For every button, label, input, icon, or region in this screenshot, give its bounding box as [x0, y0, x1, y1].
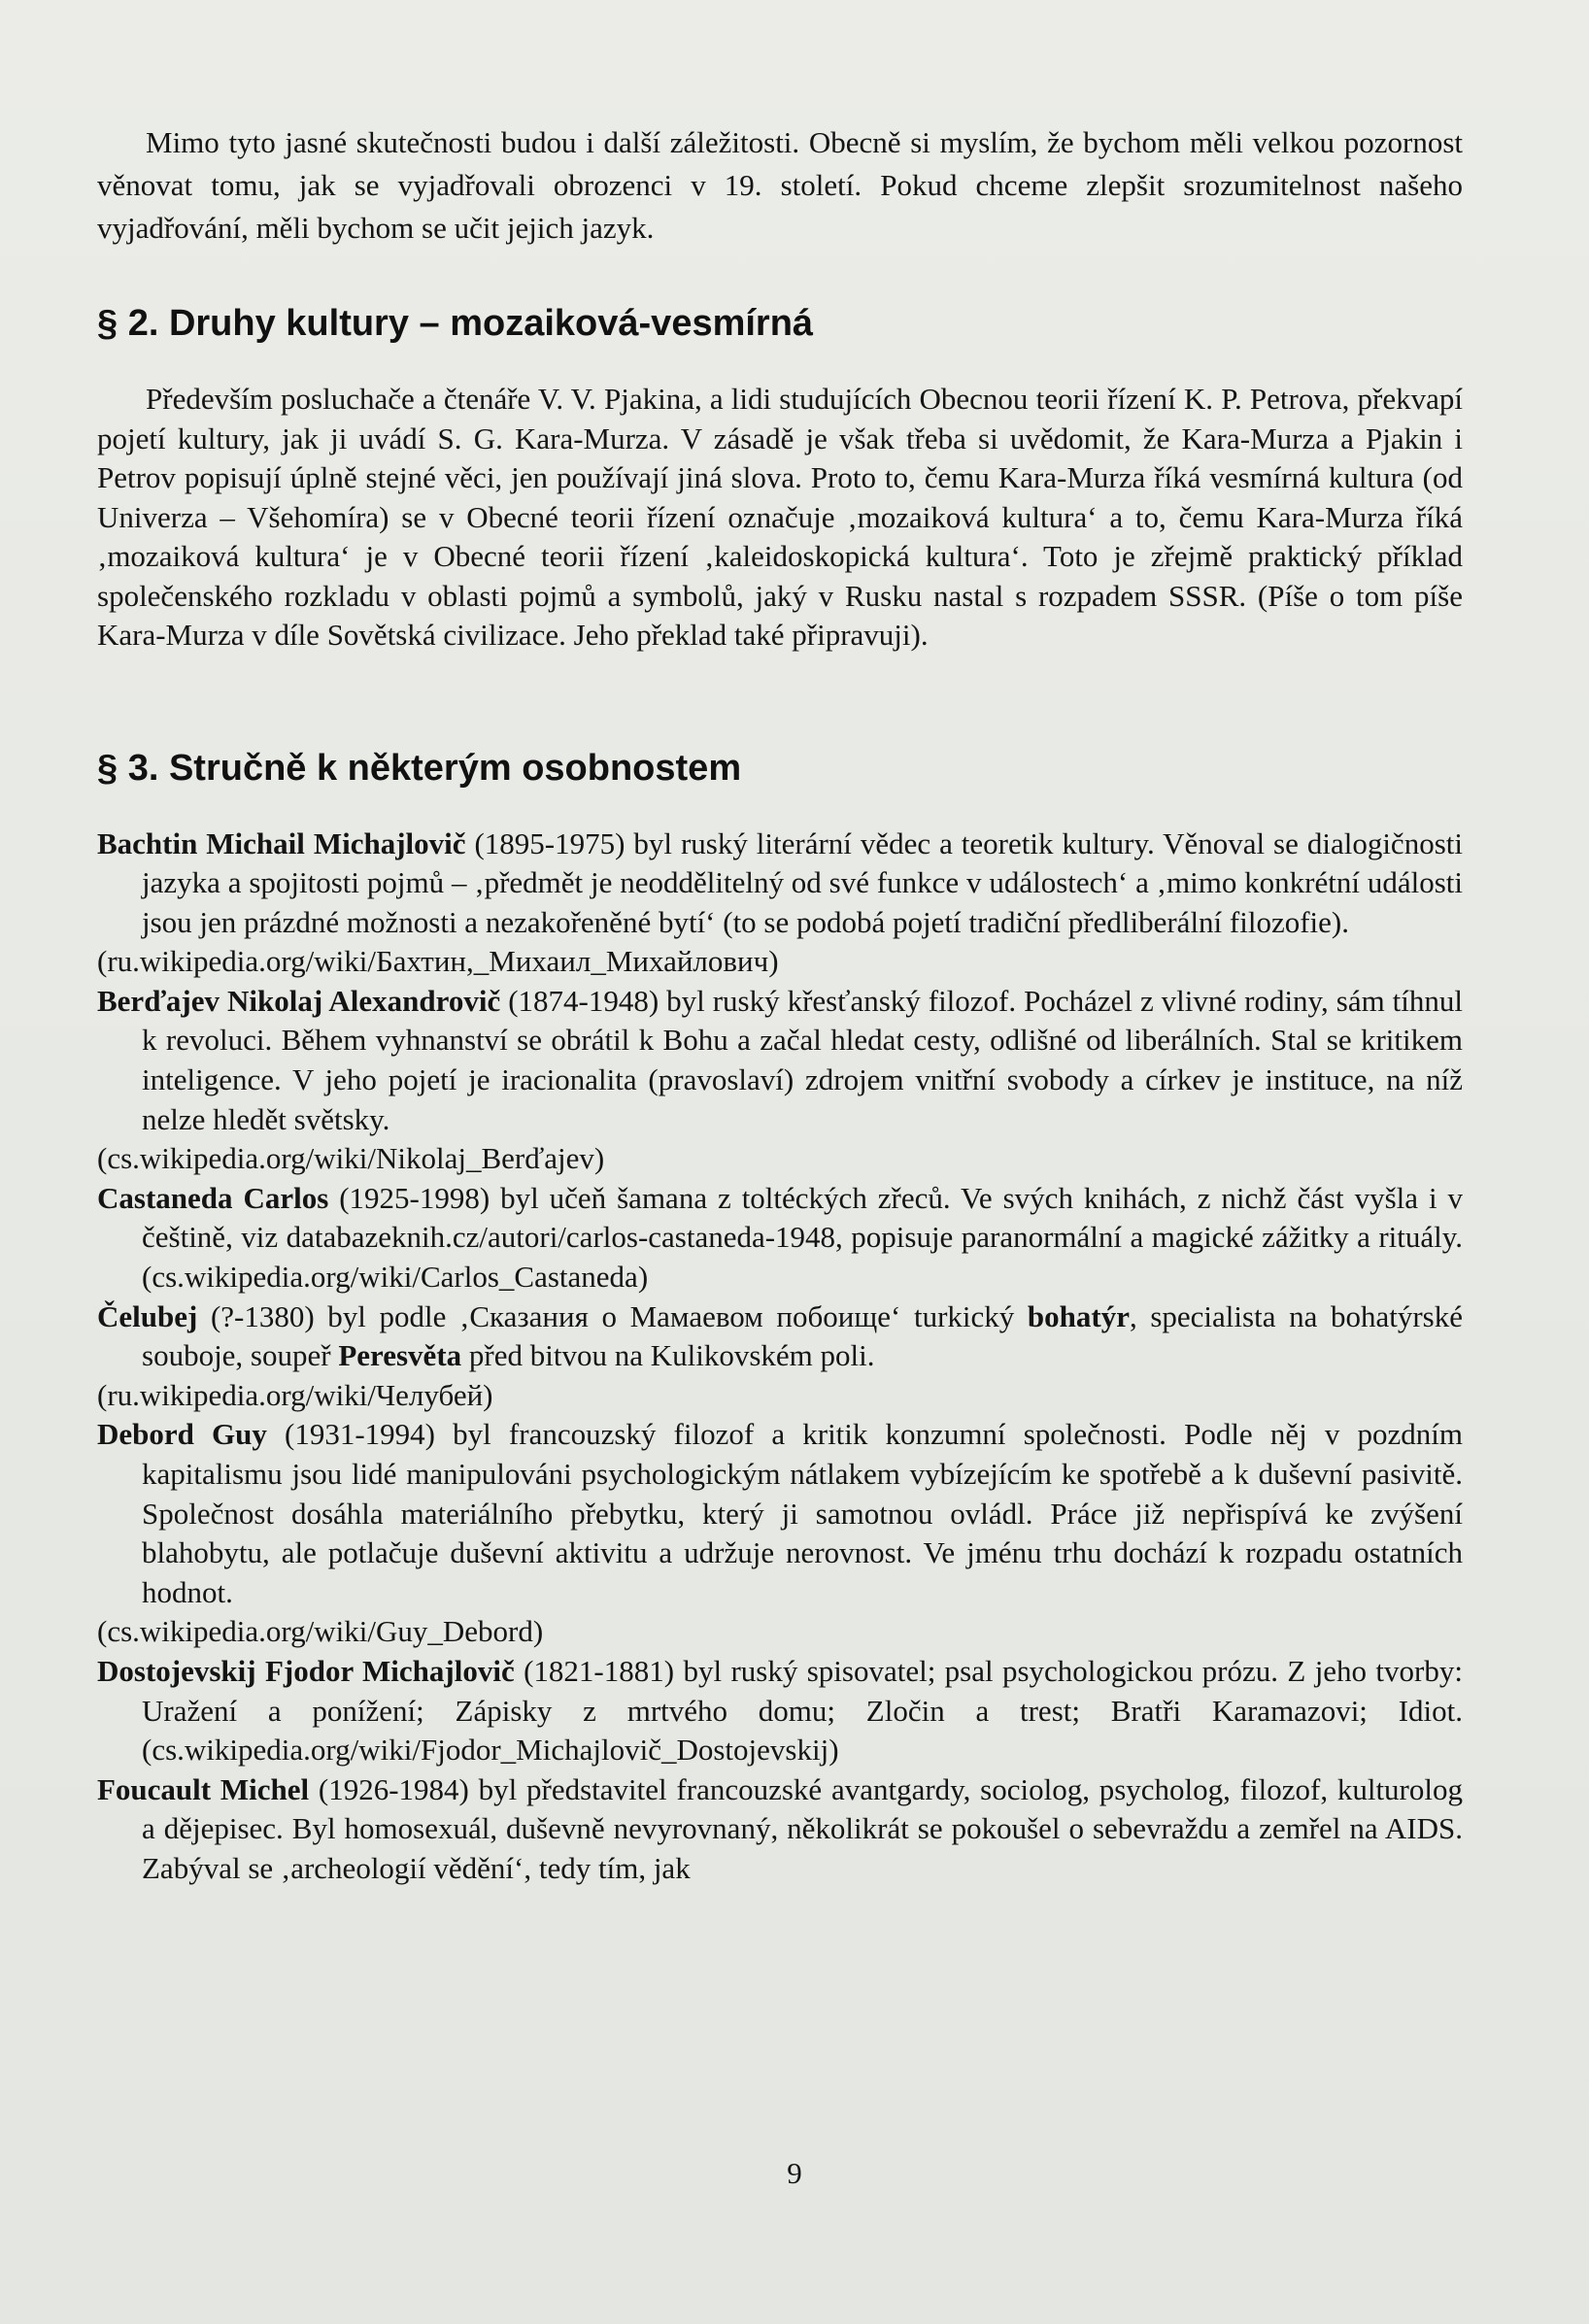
entry-celubej	[97, 1297, 1463, 1416]
entry-text: (?-1380) byl podle ‚Сказания о Мамаевом побоище‘ turkický	[197, 1298, 1028, 1333]
entry-dostojevskij	[97, 1652, 1463, 1770]
intro-paragraph: Mimo tyto jasné skutečnosti budou i další záležitosti. Obecně si myslím, že bychom měli velkou pozornost věnovat tomu, jak se vyjadřovali obrozenci v 19. století. Pokud chceme zlepšit srozumitelnost našeho vyjadřování, měli bychom se učit jejich jazyk.	[97, 125, 1463, 245]
entry-source: (ru.wikipedia.org/wiki/Челубей)	[97, 1377, 493, 1412]
entry-debord	[97, 1415, 1463, 1652]
entry-name: Berďajev Nikolaj Alexandrovič	[97, 983, 501, 1018]
entry-name: Bachtin Michail Michajlovič	[97, 825, 466, 860]
entry-foucault	[97, 1770, 1463, 1889]
entry-source: (ru.wikipedia.org/wiki/Бахтин,_Михаил_Михайлович)	[97, 944, 779, 979]
entry-bachtin	[97, 825, 1463, 982]
entry-berdajev	[97, 982, 1463, 1179]
entry-text: (1895-1975) byl ruský literární vědec a teoretik kultury. Věnoval se dialogičnosti jazyka a spojitosti pojmů – ‚předmět je neoddělitelný od své funkce v událostech‘ a ‚mimo konkrétní události jsou jen prázdné možnosti a nezakořeněné bytí‘ (to se podobá pojetí tradiční předliberální filozofie).	[142, 825, 1463, 939]
entry-castaneda	[97, 1179, 1463, 1297]
entry-text: (1821-1881) byl ruský spisovatel; psal psychologickou prózu. Z jeho tvorby: Uražení a ponížení; Zápisky z mrtvého domu; Zločin a trest; Bratři Karamazovi; Idiot. (cs.wikipedia.org/wiki/Fjodor_Michajlovič_Dostojevskij)	[142, 1653, 1463, 1768]
entry-text: (1925-1998) byl učeň šamana z toltéckých zřeců. Ve svých knihách, z nichž část vyšla i v češtině, viz databazeknih.cz/autori/carlos-castaneda-1948, popisuje paranormální a magické zážitky a rituály. (cs.wikipedia.org/wiki/Carlos_Castaneda)	[142, 1180, 1463, 1295]
section-2-heading: § 2. Druhy kultury – mozaiková-vesmírná	[97, 303, 814, 344]
entry-name: Debord Guy	[97, 1417, 267, 1452]
section-3-heading: § 3. Stručně k některým osobnostem	[97, 747, 742, 789]
entry-source: (cs.wikipedia.org/wiki/Nikolaj_Berďajev)	[97, 1141, 605, 1176]
entry-text: , specialista na bohatýrské souboje, soupeř	[142, 1298, 1463, 1373]
section-2-body: Především posluchače a čtenáře V. V. Pjakina, a lidi studujících Obecnou teorii řízení K. P. Petrova, překvapí pojetí kultury, jak ji uvádí S. G. Kara-Murza. V zásadě je však třeba si uvědomit, že Kara-Murza a Pjakin i Petrov popisují úplně stejné věci, jen používají jiná slova. Proto to, čemu Kara-Murza říká vesmírná kultura (od Univerza – Všehomíra) se v Obecné teorii řízení označuje ‚mozaiková kultura‘ a to, čemu Kara-Murza říká ‚mozaiková kultura‘ je v Obecné teorii řízení ‚kaleidoskopická kultura‘. Toto je zřejmě praktický příklad společenského rozkladu v oblasti pojmů a symbolů, jaký v Rusku nastal s rozpadem SSSR. (Píše o tom píše Kara-Murza v díle Sovětská civilizace. Jeho překlad také připravuji).	[97, 382, 1463, 652]
personality-list	[97, 825, 1463, 1889]
entry-name: Čelubej	[97, 1298, 198, 1333]
entry-text: před bitvou na Kulikovském poli.	[461, 1338, 875, 1373]
entry-text: (1874-1948) byl ruský křesťanský filozof. Pocházel z vlivné rodiny, sám tíhnul k revoluci. Během vyhnanství se obrátil k Bohu a začal hledat cesty, odlišné od liberálních. Stal se kritikem inteligence. V jeho pojetí je iracionalita (pravoslaví) zdrojem vnitřní svobody a církev je instituce, na níž nelze hledět světsky.	[142, 983, 1463, 1136]
page-number: 9	[787, 2156, 802, 2190]
entry-source: (cs.wikipedia.org/wiki/Guy_Debord)	[97, 1614, 544, 1649]
entry-name: Dostojevskij Fjodor Michajlovič	[97, 1653, 515, 1688]
entry-bold-term: Peresvěta	[338, 1338, 462, 1373]
entry-name: Castaneda Carlos	[97, 1180, 329, 1215]
entry-text: (1926-1984) byl představitel francouzské avantgardy, sociolog, psycholog, filozof, kulturolog a dějepisec. Byl homosexuál, duševně nevyrovnaný, několikrát se pokoušel o sebevraždu a zemřel na AIDS. Zabýval se ‚archeologií vědění‘, tedy tím, jak	[142, 1771, 1463, 1885]
entry-bold-term: bohatýr	[1027, 1298, 1130, 1333]
entry-text: (1931-1994) byl francouzský filozof a kritik konzumní společnosti. Podle něj v pozdním kapitalismu jsou lidé manipulováni psychologickým nátlakem vybízejícím ke spotřebě a k duševní pasivitě. Společnost dosáhla materiálního přebytku, který ji samotnou ovládl. Práce již nepřispívá ke zvýšení blahobytu, ale potlačuje duševní aktivitu a udržuje nerovnost. Ve jménu trhu dochází k rozpadu ostatních hodnot.	[142, 1417, 1463, 1609]
entry-name: Foucault Michel	[97, 1771, 310, 1806]
